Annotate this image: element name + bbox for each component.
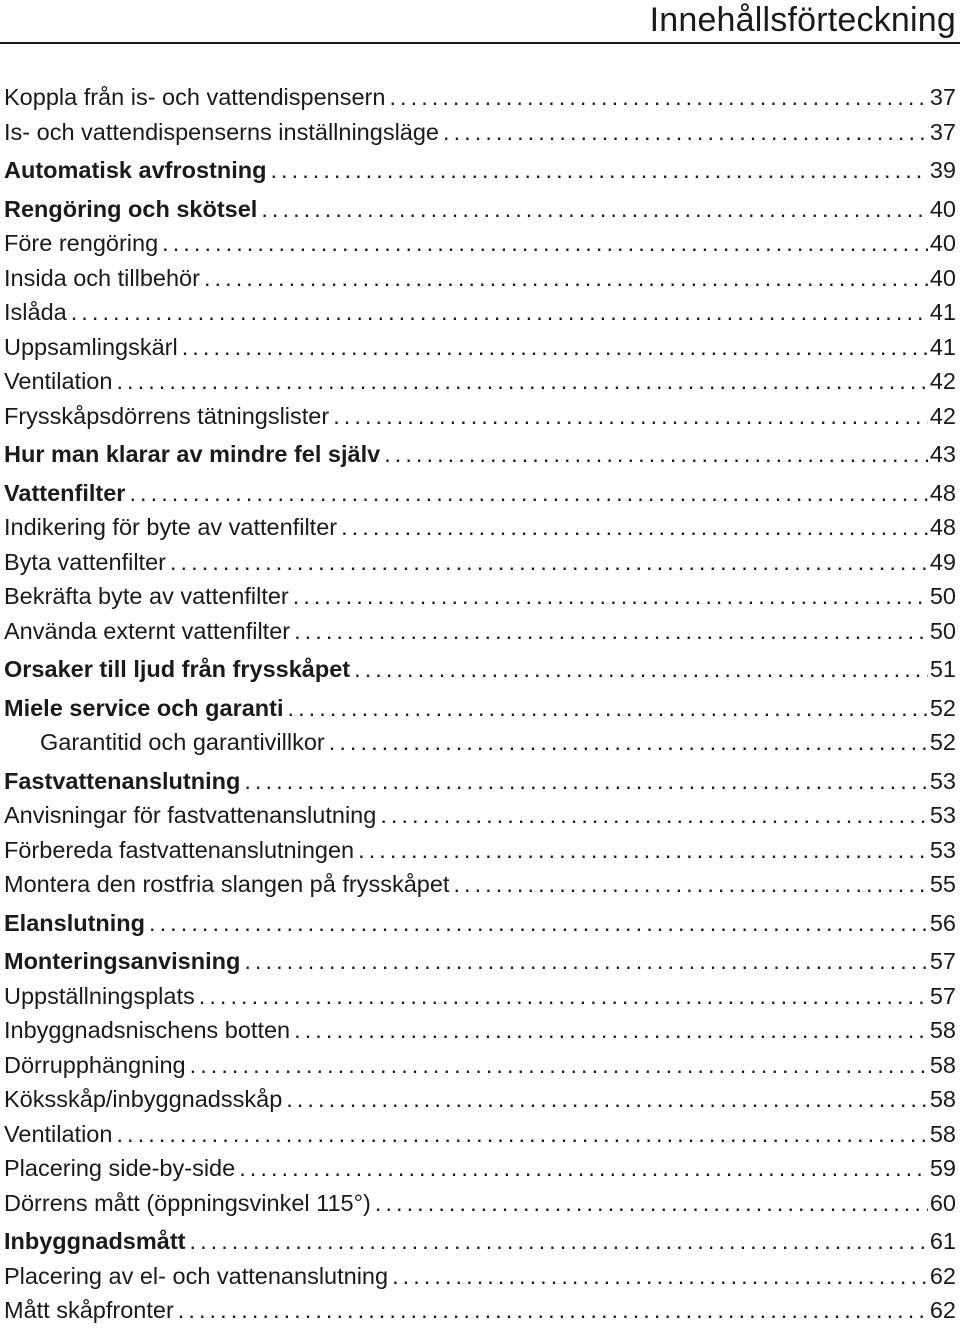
toc-entry-label: Dörrens mått (öppningsvinkel 115°) <box>4 1189 371 1216</box>
toc-entry-label: Ventilation <box>4 1120 113 1147</box>
toc-entry-label: Garantitid och garantivillkor <box>40 729 325 755</box>
toc-entry[interactable] <box>0 295 960 330</box>
toc-entry-label: Montera den rostfria slangen på frysskåpet <box>4 871 450 897</box>
toc-entry-label: Insida och tillbehör <box>4 264 200 291</box>
table-of-contents <box>0 80 960 1328</box>
toc-entry-label: Automatisk avfrostning <box>4 157 267 183</box>
toc-entry-label: Is- och vattendispenserns inställningsläge <box>4 118 440 145</box>
toc-dot-leader <box>443 115 928 149</box>
toc-entry-page-number: 58 <box>929 1051 956 1078</box>
toc-entry[interactable] <box>0 687 960 726</box>
toc-dot-leader <box>261 192 928 226</box>
toc-entry-label: Uppställningsplats <box>4 982 195 1009</box>
toc-entry-label: Orsaker till ljud från frysskåpet <box>4 656 351 682</box>
toc-entry-label: Bekräfta byte av vattenfilter <box>4 583 289 609</box>
toc-entry[interactable] <box>0 115 960 150</box>
toc-dot-leader <box>294 1013 928 1047</box>
toc-entry[interactable] <box>0 1082 960 1117</box>
toc-entry-page-number: 53 <box>929 836 956 863</box>
toc-entry-page-number: 41 <box>929 299 956 325</box>
toc-entry[interactable] <box>0 798 960 833</box>
toc-dot-leader <box>178 1293 928 1327</box>
toc-dot-leader <box>182 330 928 364</box>
toc-entry-page-number: 58 <box>929 1017 956 1043</box>
toc-dot-leader <box>149 906 928 940</box>
toc-entry[interactable] <box>0 330 960 365</box>
toc-entry-label: Ventilation <box>4 368 113 394</box>
toc-entry-label: Anvisningar för fastvattenanslutning <box>4 802 377 828</box>
toc-entry[interactable] <box>0 364 960 399</box>
toc-entry-label: Rengöring och skötsel <box>4 195 258 222</box>
toc-entry-page-number: 62 <box>929 1297 956 1323</box>
toc-dot-leader <box>190 1048 928 1082</box>
toc-entry[interactable] <box>0 1151 960 1186</box>
toc-entry[interactable] <box>0 760 960 799</box>
toc-entry-page-number: 49 <box>929 548 956 575</box>
toc-dot-leader <box>453 867 927 901</box>
toc-entry-label: Uppsamlingskärl <box>4 333 178 360</box>
toc-entry[interactable] <box>0 545 960 580</box>
toc-entry-label: Koppla från is- och vattendispensern <box>4 84 386 110</box>
toc-entry[interactable] <box>0 399 960 434</box>
toc-dot-leader <box>286 1082 928 1116</box>
toc-entry-page-number: 59 <box>929 1155 956 1181</box>
toc-entry-page-number: 40 <box>929 230 956 256</box>
toc-dot-leader <box>189 1224 927 1258</box>
toc-entry-label: Använda externt vattenfilter <box>4 617 291 644</box>
toc-entry-page-number: 58 <box>929 1120 956 1147</box>
toc-entry-page-number: 52 <box>929 729 956 755</box>
toc-dot-leader <box>341 510 928 544</box>
toc-entry-page-number: 57 <box>929 982 956 1009</box>
toc-entry-page-number: 51 <box>929 656 956 682</box>
toc-dot-leader <box>170 545 928 579</box>
toc-entry[interactable] <box>0 940 960 979</box>
toc-dot-leader <box>389 80 927 114</box>
toc-entry[interactable] <box>0 188 960 227</box>
toc-entry-label: Placering side-by-side <box>4 1155 236 1181</box>
toc-entry-page-number: 48 <box>929 514 956 540</box>
toc-entry-label: Elanslutning <box>4 909 145 936</box>
toc-entry[interactable] <box>0 867 960 902</box>
toc-entry-label: Frysskåpsdörrens tätningslister <box>4 402 330 429</box>
toc-entry-page-number: 48 <box>929 479 956 506</box>
toc-entry-label: Köksskåp/inbyggnadsskåp <box>4 1086 283 1112</box>
toc-entry-page-number: 43 <box>929 441 956 467</box>
toc-entry[interactable] <box>0 1293 960 1328</box>
toc-entry[interactable] <box>0 472 960 511</box>
toc-entry-page-number: 57 <box>929 948 956 974</box>
toc-entry-label: Monteringsanvisning <box>4 948 241 974</box>
toc-dot-leader <box>162 226 928 260</box>
toc-entry-page-number: 37 <box>929 118 956 145</box>
toc-entry-label: Byta vattenfilter <box>4 548 166 575</box>
toc-dot-leader <box>116 364 927 398</box>
toc-entry-label: Miele service och garanti <box>4 694 284 721</box>
toc-dot-leader <box>199 979 928 1013</box>
toc-dot-leader <box>239 1151 928 1185</box>
toc-entry-page-number: 40 <box>929 264 956 291</box>
toc-entry-page-number: 62 <box>929 1262 956 1289</box>
toc-entry[interactable] <box>0 226 960 261</box>
toc-entry[interactable] <box>0 149 960 188</box>
toc-entry-page-number: 41 <box>929 333 956 360</box>
toc-dot-leader <box>384 437 928 471</box>
toc-entry[interactable] <box>0 433 960 472</box>
toc-entry[interactable] <box>0 1220 960 1259</box>
toc-entry-page-number: 60 <box>929 1189 956 1216</box>
toc-entry[interactable] <box>0 648 960 687</box>
toc-entry-page-number: 50 <box>929 617 956 644</box>
toc-entry[interactable] <box>0 725 960 760</box>
toc-entry[interactable] <box>0 979 960 1014</box>
toc-dot-leader <box>380 798 928 832</box>
toc-entry[interactable] <box>0 1117 960 1152</box>
toc-entry[interactable] <box>0 1259 960 1294</box>
page-title: Innehållsförteckning <box>649 1 956 39</box>
toc-entry-label: Inbyggnadsmått <box>4 1228 186 1254</box>
header-rule <box>0 42 960 44</box>
toc-entry[interactable] <box>0 80 960 115</box>
toc-entry-label: Indikering för byte av vattenfilter <box>4 514 338 540</box>
toc-dot-leader <box>294 614 928 648</box>
toc-entry-label: Hur man klarar av mindre fel själv <box>4 441 381 467</box>
toc-entry[interactable] <box>0 510 960 545</box>
toc-entry-page-number: 53 <box>929 802 956 828</box>
toc-entry[interactable] <box>0 833 960 868</box>
toc-entry-page-number: 40 <box>929 195 956 222</box>
toc-entry-page-number: 37 <box>929 84 956 110</box>
toc-dot-leader <box>293 579 928 613</box>
toc-entry[interactable] <box>0 902 960 941</box>
toc-entry-page-number: 50 <box>929 583 956 609</box>
toc-entry[interactable] <box>0 261 960 296</box>
toc-dot-leader <box>358 833 928 867</box>
toc-entry[interactable] <box>0 1013 960 1048</box>
page-header <box>0 0 960 66</box>
toc-dot-leader <box>244 944 928 978</box>
toc-entry-label: Inbyggnadsnischens botten <box>4 1017 291 1043</box>
toc-dot-leader <box>116 1117 927 1151</box>
toc-entry[interactable] <box>0 614 960 649</box>
toc-entry-page-number: 56 <box>929 909 956 936</box>
toc-entry[interactable] <box>0 1048 960 1083</box>
toc-dot-leader <box>354 652 928 686</box>
toc-entry[interactable] <box>0 1186 960 1221</box>
toc-entry-label: Dörrupphängning <box>4 1051 186 1078</box>
toc-dot-leader <box>288 691 928 725</box>
toc-dot-leader <box>329 725 928 759</box>
toc-entry-page-number: 42 <box>929 402 956 429</box>
toc-entry[interactable] <box>0 579 960 614</box>
toc-dot-leader <box>270 153 927 187</box>
toc-dot-leader <box>71 295 928 329</box>
toc-entry-label: Förbereda fastvattenanslutningen <box>4 836 355 863</box>
toc-dot-leader <box>392 1259 928 1293</box>
toc-entry-label: Mått skåpfronter <box>4 1297 174 1323</box>
toc-entry-label: Före rengöring <box>4 230 159 256</box>
toc-entry-page-number: 52 <box>929 694 956 721</box>
toc-entry-label: Vattenfilter <box>4 479 126 506</box>
toc-dot-leader <box>333 399 928 433</box>
toc-entry-label: Fastvattenanslutning <box>4 767 241 794</box>
toc-dot-leader <box>375 1186 928 1220</box>
toc-dot-leader <box>129 476 927 510</box>
toc-entry-page-number: 53 <box>929 767 956 794</box>
toc-entry-page-number: 61 <box>929 1228 956 1254</box>
toc-entry-page-number: 39 <box>929 157 956 183</box>
toc-dot-leader <box>244 764 928 798</box>
toc-entry-page-number: 42 <box>929 368 956 394</box>
toc-entry-label: Islåda <box>4 299 67 325</box>
toc-entry-label: Placering av el- och vattenanslutning <box>4 1262 389 1289</box>
toc-dot-leader <box>204 261 928 295</box>
toc-entry-page-number: 58 <box>929 1086 956 1112</box>
toc-entry-page-number: 55 <box>929 871 956 897</box>
